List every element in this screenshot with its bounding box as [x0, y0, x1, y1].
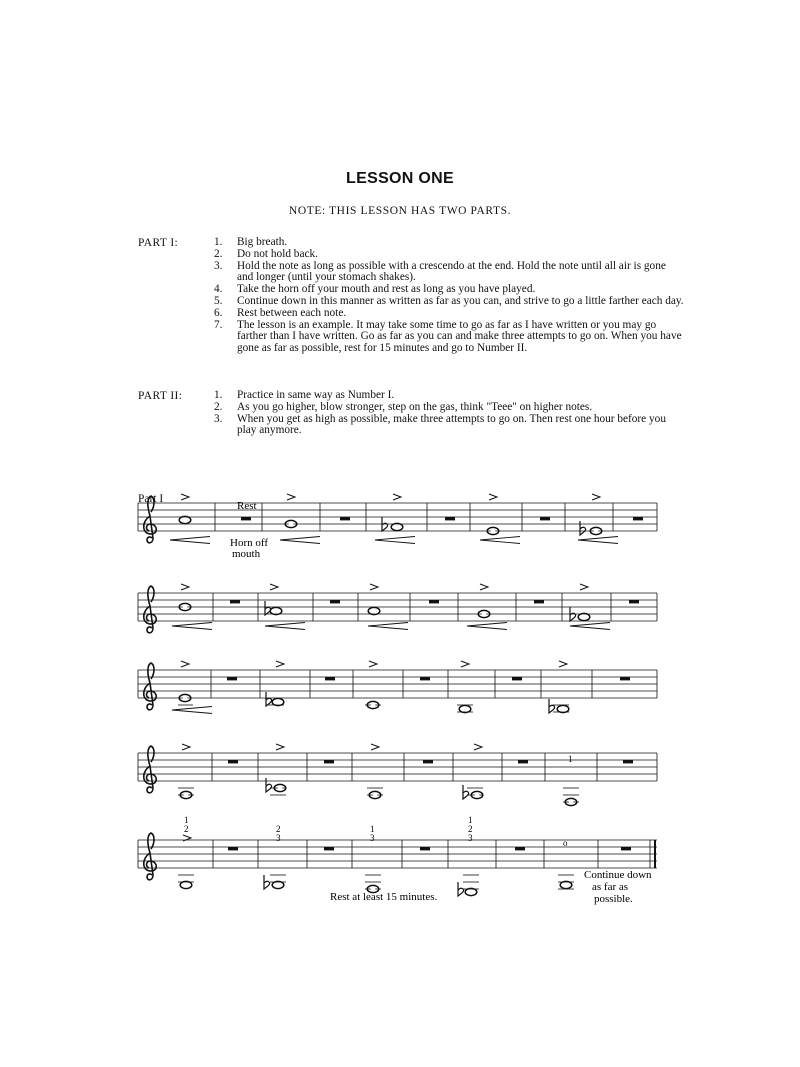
rest-label: Rest — [237, 500, 257, 512]
list-item: 5. Continue down in this manner as written as far as you can, and strive to go a little farther each day. — [214, 294, 684, 307]
lesson-title: LESSON ONE — [346, 170, 454, 187]
fingering: 3 — [370, 833, 375, 843]
fingering: o — [563, 838, 568, 848]
fingering: 3 — [276, 833, 281, 843]
list-item: 7. The lesson is an example. It may take some time to go as far as I have written or you may go farther than I have written. Go as far as you can and make three attempts to go on. When you have gone as far as possible, rest for 15 minutes and go to Number II. — [214, 318, 682, 355]
fingering: 1 — [370, 824, 375, 834]
fingering: 3 — [468, 833, 473, 843]
staff-row-1 — [138, 494, 657, 560]
staff-row-5 — [138, 815, 657, 905]
fingering: 1 — [184, 815, 189, 825]
mouth-label: mouth — [232, 548, 261, 560]
rest-15-label: Rest at least 15 minutes. — [330, 891, 438, 903]
list-item: 4. Take the horn off your mouth and rest as long as you have played. — [214, 283, 536, 296]
list-item: 2. As you go higher, blow stronger, step on the gas, think "Teee" on higher notes. — [214, 400, 593, 413]
fingering: 1 — [468, 815, 473, 825]
continue-label: as far as — [592, 881, 629, 893]
horn-off-label: Horn off — [230, 537, 268, 549]
list-item: 6. Rest between each note. — [214, 306, 347, 319]
fingering: 2 — [184, 824, 189, 834]
music-part-label: Part I — [138, 493, 164, 505]
list-item: 2. Do not hold back. — [214, 247, 318, 260]
fingering: 1 — [568, 754, 573, 764]
list-item: 3. Hold the note as long as possible with a crescendo at the end. Hold the note until all air is gone and longer (until your stomach shakes). — [214, 259, 666, 284]
lesson-note: NOTE: THIS LESSON HAS TWO PARTS. — [288, 205, 512, 217]
fingering: 2 — [468, 824, 473, 834]
staff-row-4 — [138, 744, 657, 806]
continue-label: possible. — [594, 893, 633, 905]
list-item: 1. Practice in same way as Number I. — [214, 389, 395, 401]
staff-row-3 — [138, 661, 657, 714]
list-item: 3. When you get as high as possible, make three attempts to go on. Then rest one hour before you play anymore. — [214, 412, 666, 437]
list-item: 1. Big breath. — [214, 236, 288, 248]
part1-label: PART I: — [138, 237, 179, 249]
fingering: 2 — [276, 824, 281, 834]
continue-label: Continue down — [584, 869, 652, 881]
part2-label: PART II: — [138, 390, 183, 402]
staff-row-2 — [138, 584, 657, 633]
